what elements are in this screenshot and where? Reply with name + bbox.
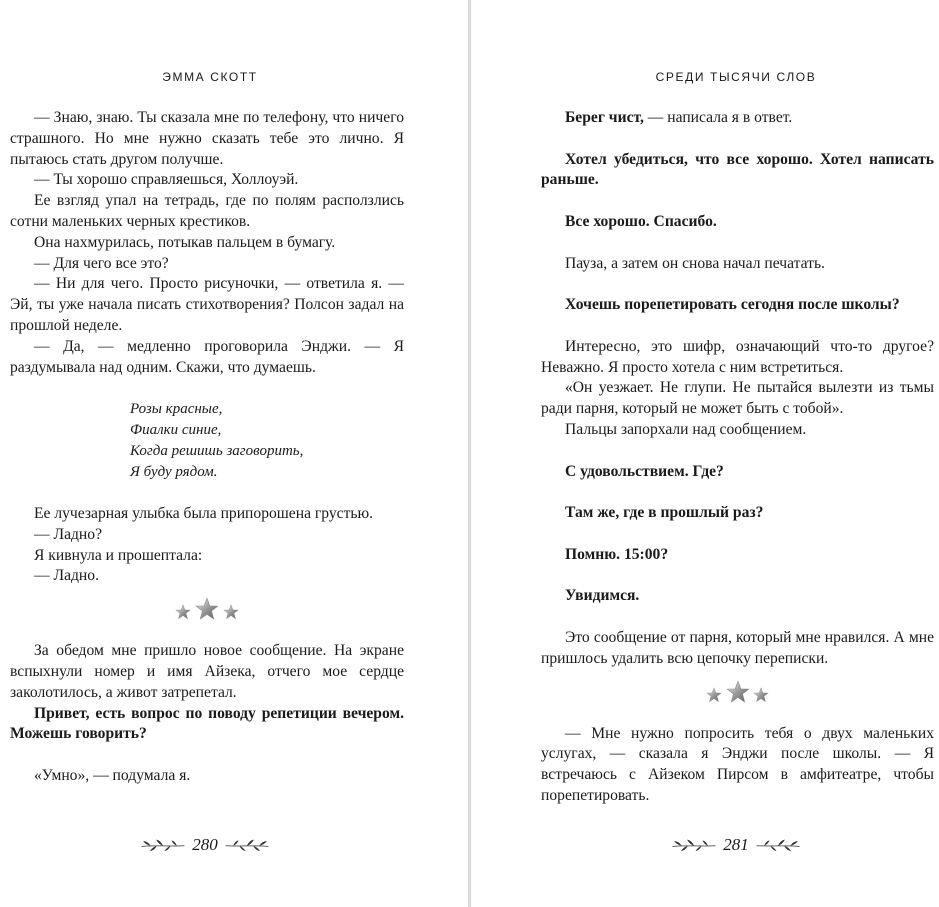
- right-page: [471, 0, 939, 907]
- paragraph: Я кивнула и прошептала:: [34, 546, 203, 564]
- running-head-author: ЭММА СКОТТ: [162, 70, 258, 84]
- paragraph: Она нахмурилась, потыкав пальцем в бумагу.: [34, 233, 336, 251]
- spacer: [541, 482, 934, 503]
- page-number: 280: [192, 835, 218, 854]
- spacer: [10, 483, 404, 504]
- star-icon: [223, 604, 239, 620]
- paragraph: — Ты хорошо справляешься, Холлоуэй.: [34, 171, 299, 189]
- text-message: Берег чист,: [565, 109, 644, 126]
- spacer: [10, 745, 404, 766]
- text-message: Привет, есть вопрос по поводу репетиции вечером. Можешь говорить?: [10, 704, 404, 743]
- spacer: [541, 191, 934, 212]
- paragraph: Ее взгляд упал на тетрадь, где по полям расползлись сотни маленьких черных крестиков.: [10, 192, 404, 230]
- paragraph: Ее лучезарная улыбка была припорошена грустью.: [34, 504, 374, 522]
- text-message: Помню. 15:00?: [565, 545, 669, 563]
- paragraph-tail: — написала я в ответ.: [643, 109, 793, 126]
- paragraph: — Знаю, знаю. Ты сказала мне по телефону, что ничего страшного. Но мне нужно сказать тебе это лично. Я пытаюсь стать другом получше.: [10, 109, 404, 168]
- star-icon: [726, 680, 750, 704]
- text-message: Хочешь порепетировать сегодня после школы?: [565, 296, 900, 314]
- spacer: [541, 524, 934, 545]
- scene-break-stars: [541, 680, 934, 714]
- paragraph: — Ладно.: [34, 567, 99, 585]
- sprig-right-icon: [224, 837, 270, 853]
- paragraph: — Для чего все это?: [34, 254, 169, 272]
- poem: [130, 399, 404, 483]
- paragraph: «Умно», — подумала я.: [34, 766, 191, 784]
- page-number-ornament: [0, 835, 410, 855]
- spacer: [541, 670, 934, 680]
- spacer: [541, 441, 934, 462]
- poem-line: Розы красные,: [130, 401, 223, 418]
- text-message: Там же, где в прошлый раз?: [565, 504, 764, 522]
- spacer: [541, 316, 934, 337]
- spacer: [541, 607, 934, 628]
- sprig-right-icon: [755, 837, 801, 853]
- paragraph: Это сообщение от парня, который мне нравился. А мне пришлось удалить всю цепочку переписки.: [541, 628, 934, 667]
- right-text-block: [541, 108, 934, 807]
- paragraph: Пауза, а затем он снова начал печатать.: [565, 254, 825, 272]
- paragraph: — Да, — медленно проговорила Энджи. — Я раздумывала над одним. Скажи, что думаешь.: [10, 337, 404, 376]
- spacer: [541, 233, 934, 254]
- poem-line: Фиалки синие,: [130, 422, 222, 439]
- paragraph: — Ни для чего. Просто рисуночки, — ответила я. — Эй, ты уже начала писать стихотворения? Полсон задал на прошлой неделе.: [10, 275, 404, 334]
- paragraph: — Мне нужно попросить тебя о двух маленьких услугах, — сказала я Энджи после школы. — Я встречаюсь с Айзеком Пирсом в амфитеатре, чтобы порепетировать.: [541, 724, 934, 804]
- left-text-block: [10, 108, 404, 787]
- paragraph: Интересно, это шифр, означающий что-то другое? Неважно. Я просто хотела с ним встретиться.: [541, 337, 934, 376]
- text-message: Хотел убедиться, что все хорошо. Хотел написать раньше.: [541, 150, 934, 189]
- star-icon: [753, 687, 769, 703]
- spacer: [541, 566, 934, 587]
- star-icon: [195, 597, 219, 621]
- text-message: С удовольствием. Где?: [565, 462, 724, 480]
- sprig-left-icon: [140, 837, 186, 853]
- scene-break-stars: [10, 597, 404, 631]
- paragraph: [541, 108, 934, 129]
- page-number-ornament: [531, 835, 939, 855]
- spacer: [10, 587, 404, 597]
- left-page: [0, 0, 468, 907]
- spacer: [10, 378, 404, 399]
- paragraph: Пальцы запорхали над сообщением.: [565, 420, 807, 438]
- spacer: [541, 274, 934, 295]
- spacer: [10, 631, 404, 641]
- sprig-left-icon: [671, 837, 717, 853]
- paragraph: — Ладно?: [34, 525, 102, 543]
- text-message: Все хорошо. Спасибо.: [565, 212, 717, 230]
- page-number: 281: [723, 835, 749, 854]
- spacer: [541, 714, 934, 724]
- star-icon: [175, 604, 191, 620]
- running-head-title: СРЕДИ ТЫСЯЧИ СЛОВ: [655, 70, 817, 84]
- paragraph: «Он уезжает. Не глупи. Не пытайся вылезти из тьмы ради парня, который не может быть с тобой».: [541, 379, 934, 418]
- poem-line: Когда решишь заговорить,: [130, 443, 304, 460]
- text-message: Увидимся.: [565, 587, 640, 605]
- poem-line: Я буду рядом.: [130, 464, 218, 481]
- star-icon: [706, 687, 722, 703]
- paragraph: За обедом мне пришло новое сообщение. На экране вспыхнули номер и имя Айзека, отчего мое сердце заколотилось, а живот затрепетал.: [10, 642, 404, 701]
- spacer: [541, 129, 934, 150]
